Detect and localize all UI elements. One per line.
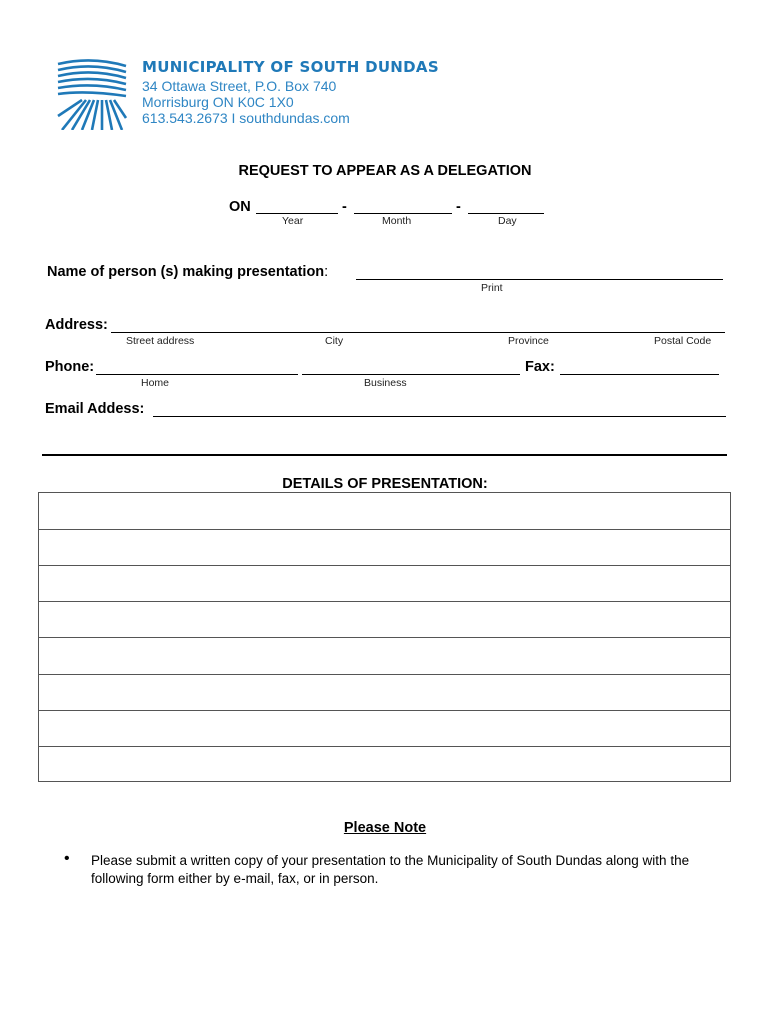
month-caption: Month (382, 215, 412, 227)
details-row-divider (39, 565, 730, 566)
address-field[interactable] (111, 332, 725, 333)
home-caption: Home (141, 377, 170, 389)
section-divider (42, 454, 727, 456)
business-phone-field[interactable] (302, 374, 520, 375)
email-field[interactable] (153, 416, 726, 417)
note-text: Please submit a written copy of your presentation to the Municipality of South Dundas along with the following form either by e-mail, fax, or in person. (91, 853, 690, 886)
details-title: DETAILS OF PRESENTATION: (282, 476, 488, 492)
note-title: Please Note (343, 820, 427, 836)
on-label: ON (229, 199, 251, 215)
fax-field[interactable] (560, 374, 719, 375)
province-caption: Province (508, 335, 549, 347)
home-phone-field[interactable] (96, 374, 298, 375)
email-label: Email Addess: (45, 401, 145, 417)
name-label: Name of person (s) making presentation: (47, 264, 329, 280)
year-field[interactable] (256, 213, 338, 214)
city-caption: City (325, 335, 344, 347)
address-line-2: Morrisburg ON K0C 1X0 (142, 94, 294, 110)
form-title: REQUEST TO APPEAR AS A DELEGATION (238, 163, 532, 179)
details-row-divider (39, 746, 730, 747)
street-caption: Street address (126, 335, 195, 347)
details-row-divider (39, 529, 730, 530)
postal-caption: Postal Code (654, 335, 712, 347)
date-dash-2: - (456, 199, 461, 215)
phone-label: Phone: (45, 359, 95, 375)
business-caption: Business (364, 377, 407, 389)
details-row-divider (39, 674, 730, 675)
print-caption: Print (481, 282, 503, 294)
address-line-1: 34 Ottawa Street, P.O. Box 740 (142, 78, 337, 94)
org-name: MUNICIPALITY OF SOUTH DUNDAS (142, 58, 439, 76)
month-field[interactable] (354, 213, 452, 214)
fax-label: Fax: (525, 359, 555, 375)
details-row-divider (39, 637, 730, 638)
contact-line: 613.543.2673 I southdundas.com (142, 110, 350, 126)
name-field[interactable] (356, 279, 723, 280)
year-caption: Year (282, 215, 304, 227)
date-dash-1: - (342, 199, 347, 215)
day-caption: Day (498, 215, 517, 227)
details-row-divider (39, 601, 730, 602)
municipality-logo-icon (56, 58, 128, 130)
details-row-divider (39, 710, 730, 711)
details-box[interactable] (38, 492, 731, 782)
note-bullet: • (64, 850, 70, 867)
day-field[interactable] (468, 213, 544, 214)
address-label: Address: (45, 317, 108, 333)
